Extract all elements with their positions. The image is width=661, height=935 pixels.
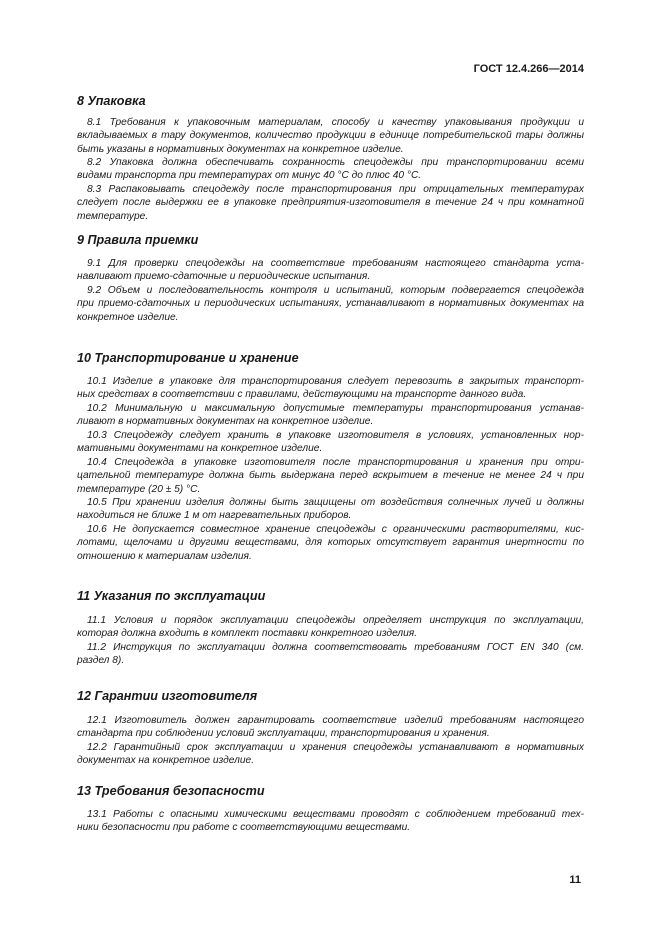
section-title: 12 Гарантии изготовителя <box>77 689 258 703</box>
paragraph <box>77 456 584 496</box>
text-line: температуре (20 ± 5) °С. <box>77 483 201 495</box>
text-line: стандарта при соблюдении условий эксплуатации, транспортирования и хранения. <box>77 728 490 740</box>
section-11 <box>77 587 584 605</box>
standard-header: ГОСТ 12.4.266—2014 <box>473 63 584 75</box>
paragraph <box>77 375 584 402</box>
text-line: 10.4 Спецодежда в упаковке изготовителя после транспортирования и хранения при отри- <box>87 457 584 468</box>
text-line: 9.1 Для проверки спецодежды на соответствие требованиям настоящего стандарта уста- <box>87 258 584 269</box>
text-line: которая должна входить в комплект поставки конкретного изделия. <box>77 628 418 640</box>
section-13 <box>77 782 584 800</box>
text-line: мативными документами на конкретное изделие. <box>77 443 323 455</box>
text-line: ливают в нормативных документах на конкретное изделие. <box>77 416 374 428</box>
paragraph <box>77 808 584 835</box>
text-line: 12.1 Изготовитель должен гарантировать соответствие изделий требованиям настоящего <box>87 715 584 726</box>
section-title: 9 Правила приемки <box>77 233 199 247</box>
text-line: вкладываемых в тару документов, количество продукции в единице потребительской тары должны <box>77 130 584 142</box>
text-line: видами транспорта при температурах от минус 40 °С до плюс 40 °С. <box>77 170 422 182</box>
paragraph <box>77 183 584 223</box>
text-line: 9.2 Объем и последовательность контроля и испытаний, которым подвергается спецодежда <box>87 285 584 296</box>
paragraph <box>77 641 584 668</box>
text-line: следует после выдержки ее в упаковке предприятия-изготовителя в течение 24 ч при комнатной <box>77 197 584 209</box>
paragraph <box>77 284 584 324</box>
text-line: температуре. <box>77 210 149 222</box>
section-title: 10 Транспортирование и хранение <box>77 351 299 365</box>
paragraph <box>77 156 584 183</box>
paragraph <box>77 614 584 641</box>
text-line: 8.3 Распаковывать спецодежду после транспортирования при отрицательных температурах <box>87 184 584 195</box>
text-line: документах на конкретное изделие. <box>77 755 255 767</box>
paragraph <box>77 714 584 741</box>
paragraph <box>77 496 584 523</box>
section-title: 11 Указания по эксплуатации <box>77 589 266 603</box>
page-number: 11 <box>569 874 581 886</box>
text-line: 10.3 Спецодежду следует хранить в упаковке изготовителя в условиях, установленных нор- <box>87 430 584 441</box>
section-10 <box>77 349 584 367</box>
text-line: раздел 8). <box>77 655 125 667</box>
paragraph <box>77 402 584 429</box>
text-line: ных средствах в соответствии с правилами, действующими на транспорте данного вида. <box>77 389 527 401</box>
text-line: 10.5 При хранении изделия должны быть защищены от воздействия солнечных лучей и должны <box>87 497 584 508</box>
paragraph <box>77 523 584 563</box>
text-line: 8.2 Упаковка должна обеспечивать сохранность спецодежды при транспортировании всеми <box>87 157 584 168</box>
text-line: находиться не ближе 1 м от нагревательных приборов. <box>77 510 352 522</box>
text-line: 13.1 Работы с опасными химическими веществами проводят с соблюдением требований тех- <box>87 809 584 820</box>
section-12 <box>77 687 584 705</box>
text-line: 10.2 Минимальную и максимальную допустимые температуры транспортирования устанав- <box>87 403 584 414</box>
text-line: лотами, щелочами и другими веществами, для которых отсутствует гарантия инертности по <box>77 537 584 549</box>
text-line: 11.1 Условия и порядок эксплуатации спецодежды определяет инструкция по эксплуатации, <box>87 615 584 626</box>
section-8 <box>77 92 584 110</box>
section-title: 13 Требования безопасности <box>77 784 265 798</box>
paragraph <box>77 429 584 456</box>
paragraph <box>77 116 584 156</box>
paragraph <box>77 257 584 284</box>
text-line: конкретное изделие. <box>77 311 179 323</box>
text-line: при приемо-сдаточных и периодических испытаниях, устанавливают в нормативных документах на <box>77 298 584 310</box>
text-line: 11.2 Инструкция по эксплуатации должна соответствовать требованиям ГОСТ EN 340 (см. <box>87 642 584 653</box>
section-title: 8 Упаковка <box>77 94 146 108</box>
text-line: 12.2 Гарантийный срок эксплуатации и хранения спецодежды устанавливают в нормативных <box>87 742 584 753</box>
text-line: 10.1 Изделие в упаковке для транспортирования следует перевозить в закрытых транспорт- <box>87 376 584 387</box>
paragraph <box>77 741 584 768</box>
text-line: 10.6 Не допускается совместное хранение спецодежды с органическими растворителями, кис- <box>87 524 584 535</box>
text-line: ники безопасности при работе с соответствующими веществами. <box>77 822 411 834</box>
section-9 <box>77 231 584 249</box>
text-line: быть указаны в нормативных документах на конкретное изделие. <box>77 143 404 155</box>
text-line: цательной температуре должна быть выдержана перед вскрытием в течение не менее 24 ч при <box>77 470 584 482</box>
text-line: отношению к материалам изделия. <box>77 550 252 562</box>
text-line: навливают приемо-сдаточные и периодические испытания. <box>77 271 371 283</box>
text-line: 8.1 Требования к упаковочным материалам, способу и качеству упаковывания продукции и <box>87 117 584 128</box>
